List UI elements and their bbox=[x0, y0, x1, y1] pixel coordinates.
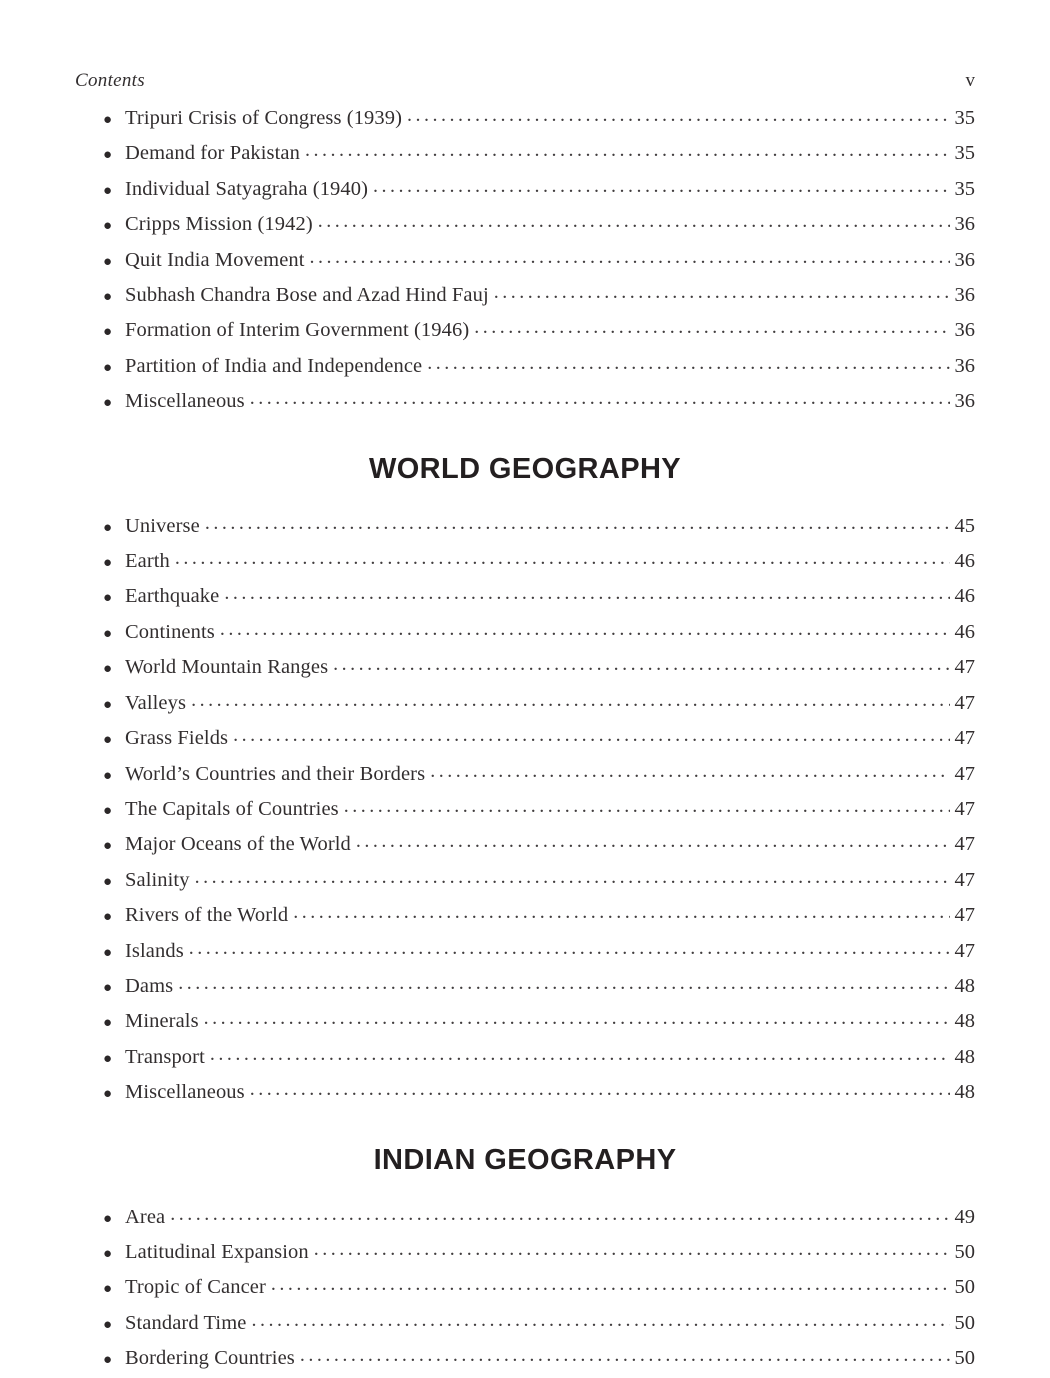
dot-leader bbox=[314, 1236, 950, 1271]
dot-leader bbox=[305, 137, 950, 172]
dot-leader bbox=[178, 970, 949, 1005]
entry-label: Partition of India and Independence bbox=[125, 354, 423, 377]
toc-entry bbox=[75, 970, 975, 1005]
dot-leader bbox=[344, 793, 950, 828]
entry-label: Minerals bbox=[125, 1010, 199, 1033]
entry-label: Individual Satyagraha (1940) bbox=[125, 177, 369, 200]
entry-label: Miscellaneous bbox=[125, 390, 245, 413]
entry-label: Latitudinal Expansion bbox=[125, 1240, 309, 1263]
entry-page-number: 48 bbox=[954, 1081, 975, 1104]
dot-leader bbox=[224, 580, 949, 615]
entry-label: The Capitals of Countries bbox=[125, 797, 339, 820]
dot-leader bbox=[300, 1342, 950, 1377]
entry-label: Cripps Mission (1942) bbox=[125, 213, 313, 236]
bullet-icon: ● bbox=[103, 979, 113, 996]
toc-entry bbox=[75, 828, 975, 863]
toc-entry bbox=[75, 1236, 975, 1271]
bullet-icon: ● bbox=[103, 802, 113, 819]
bullet-icon: ● bbox=[103, 661, 113, 678]
table-of-contents bbox=[75, 102, 975, 1378]
bullet-icon: ● bbox=[103, 1281, 113, 1298]
toc-entry bbox=[75, 1076, 975, 1111]
dot-leader bbox=[293, 899, 949, 934]
dot-leader bbox=[189, 935, 950, 970]
dot-leader bbox=[474, 314, 949, 349]
bullet-icon: ● bbox=[103, 112, 113, 128]
bullet-icon: ● bbox=[103, 838, 113, 855]
entry-page-number: 47 bbox=[954, 691, 975, 714]
dot-leader bbox=[250, 385, 950, 420]
entry-label: Bordering Countries bbox=[125, 1347, 295, 1370]
dot-leader bbox=[427, 350, 949, 385]
toc-entry bbox=[75, 580, 975, 615]
dot-leader bbox=[310, 244, 950, 279]
dot-leader bbox=[204, 1005, 950, 1040]
entry-page-number: 48 bbox=[954, 974, 975, 997]
toc-entry bbox=[75, 1201, 975, 1236]
entry-page-number: 50 bbox=[954, 1311, 975, 1334]
toc-entry bbox=[75, 385, 975, 420]
entry-page-number: 36 bbox=[954, 248, 975, 271]
entry-label: Standard Time bbox=[125, 1311, 247, 1334]
entry-page-number: 46 bbox=[954, 550, 975, 573]
page-number-roman: v bbox=[965, 70, 975, 91]
toc-entry bbox=[75, 545, 975, 580]
entry-page-number: 47 bbox=[954, 904, 975, 927]
entry-label: Tropic of Cancer bbox=[125, 1276, 266, 1299]
bullet-icon: ● bbox=[103, 359, 113, 376]
entry-label: Miscellaneous bbox=[125, 1081, 245, 1104]
section-heading: INDIAN GEOGRAPHY bbox=[373, 1143, 677, 1176]
dot-leader bbox=[170, 1201, 949, 1236]
entry-page-number: 45 bbox=[954, 514, 975, 537]
entry-page-number: 47 bbox=[954, 939, 975, 962]
toc-entry bbox=[75, 1005, 975, 1040]
entry-page-number: 49 bbox=[954, 1205, 975, 1228]
toc-entry bbox=[75, 935, 975, 970]
bullet-icon: ● bbox=[103, 696, 113, 713]
entry-page-number: 47 bbox=[954, 656, 975, 679]
entry-label: Demand for Pakistan bbox=[125, 142, 300, 165]
entry-label: Tripuri Crisis of Congress (1939) bbox=[125, 107, 403, 129]
dot-leader bbox=[271, 1271, 950, 1306]
toc-entry bbox=[75, 208, 975, 243]
entry-page-number: 36 bbox=[954, 390, 975, 413]
bullet-icon: ● bbox=[103, 590, 113, 607]
entry-label: Quit India Movement bbox=[125, 248, 305, 271]
bullet-icon: ● bbox=[103, 218, 113, 235]
entry-page-number: 47 bbox=[954, 797, 975, 820]
bullet-icon: ● bbox=[103, 873, 113, 890]
bullet-icon: ● bbox=[103, 1352, 113, 1369]
bullet-icon: ● bbox=[103, 1316, 113, 1333]
dot-leader bbox=[220, 616, 950, 651]
toc-entry bbox=[75, 899, 975, 934]
dot-leader bbox=[430, 758, 949, 793]
toc-entry bbox=[75, 1342, 975, 1377]
entry-page-number: 35 bbox=[954, 142, 975, 165]
bullet-icon: ● bbox=[103, 324, 113, 341]
entry-page-number: 46 bbox=[954, 585, 975, 608]
toc-entry bbox=[75, 350, 975, 385]
toc-entry bbox=[75, 793, 975, 828]
dot-leader bbox=[318, 208, 950, 243]
toc-entry bbox=[75, 864, 975, 899]
dot-leader bbox=[407, 102, 949, 137]
entry-label: Earth bbox=[125, 550, 170, 573]
entry-label: Islands bbox=[125, 939, 184, 962]
entry-label: World Mountain Ranges bbox=[125, 656, 329, 679]
entry-page-number: 47 bbox=[954, 868, 975, 891]
toc-entry bbox=[75, 1307, 975, 1342]
bullet-icon: ● bbox=[103, 909, 113, 926]
toc-entry bbox=[75, 510, 975, 545]
bullet-icon: ● bbox=[103, 1050, 113, 1067]
bullet-icon: ● bbox=[103, 1086, 113, 1103]
entry-label: Grass Fields bbox=[125, 727, 229, 750]
dot-leader bbox=[250, 1076, 950, 1111]
entry-page-number: 47 bbox=[954, 727, 975, 750]
entry-page-number: 35 bbox=[954, 107, 975, 129]
dot-leader bbox=[233, 722, 949, 757]
bullet-icon: ● bbox=[103, 732, 113, 749]
toc-entry bbox=[75, 1041, 975, 1076]
entry-label: Valleys bbox=[125, 691, 187, 714]
toc-section bbox=[75, 102, 975, 421]
entry-label: Continents bbox=[125, 620, 215, 643]
entry-page-number: 48 bbox=[954, 1010, 975, 1033]
entry-page-number: 50 bbox=[954, 1347, 975, 1370]
entry-label: Salinity bbox=[125, 868, 190, 891]
entry-label: Earthquake bbox=[125, 585, 220, 608]
dot-leader bbox=[175, 545, 950, 580]
bullet-icon: ● bbox=[103, 395, 113, 412]
bullet-icon: ● bbox=[103, 289, 113, 306]
dot-leader bbox=[210, 1041, 950, 1076]
toc-entry bbox=[75, 616, 975, 651]
entry-label: Dams bbox=[125, 974, 174, 997]
toc-entry bbox=[75, 722, 975, 757]
dot-leader bbox=[191, 687, 949, 722]
dot-leader bbox=[356, 828, 950, 863]
toc-entry bbox=[75, 244, 975, 279]
toc-entry bbox=[75, 137, 975, 172]
bullet-icon: ● bbox=[103, 253, 113, 270]
toc-entry bbox=[75, 173, 975, 208]
entry-page-number: 36 bbox=[954, 354, 975, 377]
bullet-icon: ● bbox=[103, 1015, 113, 1032]
bullet-icon: ● bbox=[103, 625, 113, 642]
running-header bbox=[75, 70, 975, 92]
dot-leader bbox=[251, 1307, 949, 1342]
toc-entry bbox=[75, 279, 975, 314]
entry-page-number: 47 bbox=[954, 833, 975, 856]
bullet-icon: ● bbox=[103, 767, 113, 784]
toc-entry bbox=[75, 102, 975, 137]
bullet-icon: ● bbox=[103, 147, 113, 164]
entry-page-number: 36 bbox=[954, 284, 975, 307]
dot-leader bbox=[205, 510, 950, 545]
entry-label: World’s Countries and their Borders bbox=[125, 762, 426, 785]
entry-label: Subhash Chandra Bose and Azad Hind Fauj bbox=[125, 284, 489, 307]
entry-page-number: 47 bbox=[954, 762, 975, 785]
dot-leader bbox=[373, 173, 949, 208]
bullet-icon: ● bbox=[103, 555, 113, 572]
running-header-title: Contents bbox=[75, 70, 145, 91]
bullet-icon: ● bbox=[103, 1245, 113, 1262]
dot-leader bbox=[494, 279, 950, 314]
entry-page-number: 50 bbox=[954, 1276, 975, 1299]
entry-label: Transport bbox=[125, 1045, 205, 1068]
entry-page-number: 50 bbox=[954, 1240, 975, 1263]
entry-page-number: 46 bbox=[954, 620, 975, 643]
toc-section bbox=[75, 1144, 975, 1378]
bullet-icon: ● bbox=[103, 519, 113, 536]
entry-label: Universe bbox=[125, 514, 200, 537]
entry-page-number: 35 bbox=[954, 177, 975, 200]
dot-leader bbox=[195, 864, 950, 899]
toc-entry bbox=[75, 314, 975, 349]
toc-entry bbox=[75, 651, 975, 686]
section-heading: WORLD GEOGRAPHY bbox=[368, 452, 682, 485]
bullet-icon: ● bbox=[103, 182, 113, 199]
entry-page-number: 36 bbox=[954, 319, 975, 342]
entry-page-number: 48 bbox=[954, 1045, 975, 1068]
toc-entry bbox=[75, 758, 975, 793]
entry-label: Formation of Interim Government (1946) bbox=[125, 319, 470, 342]
dot-leader bbox=[333, 651, 949, 686]
bullet-icon: ● bbox=[103, 944, 113, 961]
entry-label: Major Oceans of the World bbox=[125, 833, 351, 856]
entry-label: Rivers of the World bbox=[125, 904, 289, 927]
toc-entry bbox=[75, 687, 975, 722]
bullet-icon: ● bbox=[103, 1210, 113, 1227]
entry-page-number: 36 bbox=[954, 213, 975, 236]
toc-section bbox=[75, 453, 975, 1112]
entry-label: Area bbox=[125, 1205, 166, 1228]
toc-entry bbox=[75, 1271, 975, 1306]
